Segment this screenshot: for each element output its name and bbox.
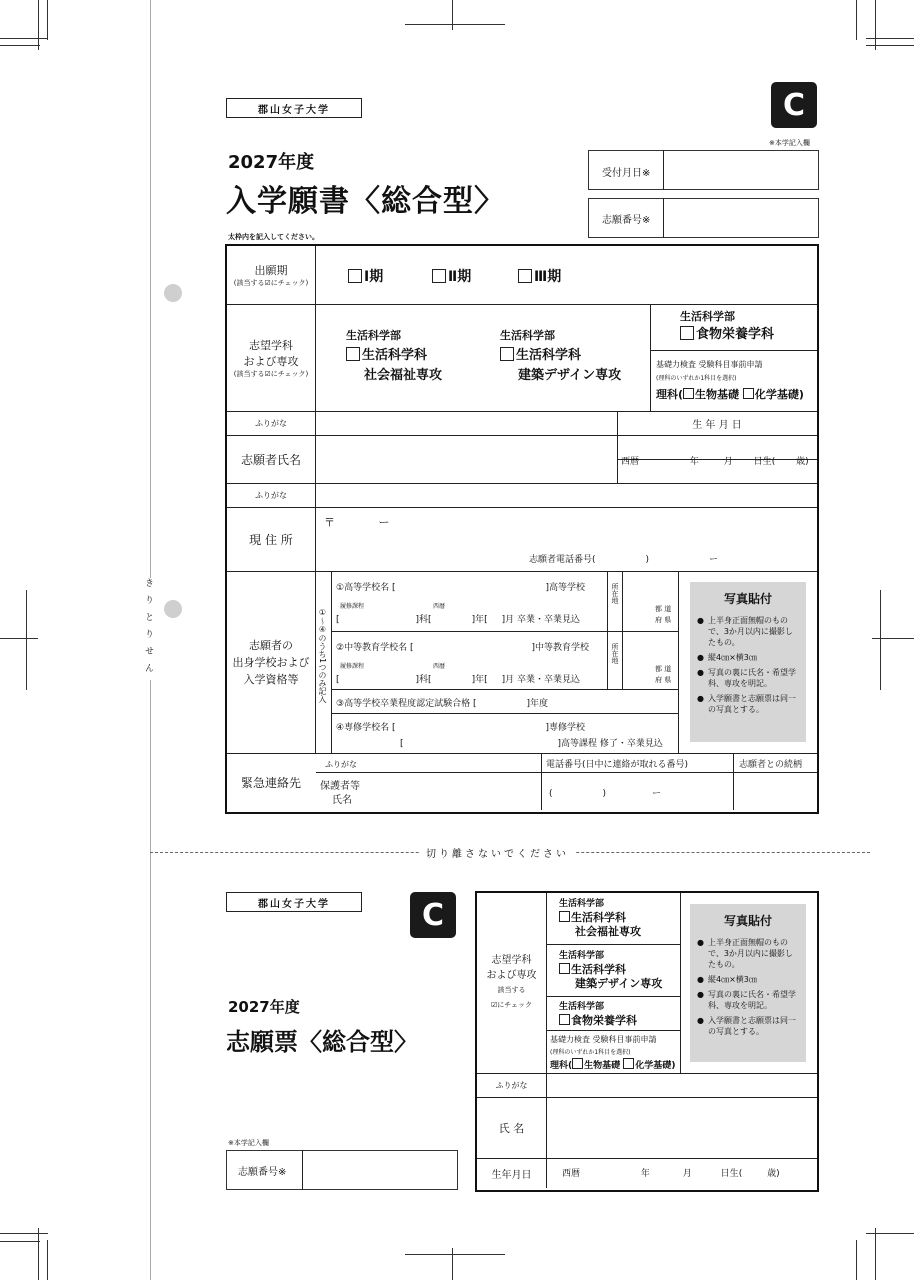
grad-status: 卒業・卒業見込 — [517, 615, 581, 625]
address-furigana-label: ふりがな — [255, 491, 287, 500]
crop-mark — [872, 638, 914, 639]
applicant-phone-field[interactable]: 志願者電話番号( ) ー — [529, 555, 719, 565]
voucher-category-badge: C — [410, 892, 456, 938]
postal-icon: 〒 — [324, 516, 335, 529]
relation-field[interactable] — [735, 774, 815, 808]
crop-mark — [866, 38, 914, 39]
receipt-date-field[interactable] — [665, 152, 815, 186]
applicant-name-field[interactable] — [317, 437, 615, 482]
photo-note: ● 縦4㎝×横3㎝ — [708, 974, 800, 985]
crop-mark — [856, 0, 857, 40]
photo-note: ● 入学願書と志願票は同一の写真とする。 — [708, 1015, 800, 1037]
voucher-name-label: 氏 名 — [498, 1122, 525, 1135]
basic-test-label: 基礎力検査 受験科目事前申請 — [656, 360, 763, 369]
science-label: 理科 — [656, 388, 678, 401]
crop-mark — [405, 1254, 505, 1255]
app-number-label: 志願番号※ — [602, 215, 651, 226]
crop-mark — [0, 38, 48, 39]
voucher-dept-option-2[interactable]: 生活科学部 生活科学科 建築デザイン専攻 — [559, 951, 663, 990]
period-option-1[interactable]: Ⅰ期 — [348, 266, 383, 286]
guardian-label: 保護者等 氏名 — [320, 781, 360, 806]
photo-note: ● 上半身正面無帽のもので、3か月以内に撮影したもの。 — [708, 937, 800, 970]
university-name: 郡山女子大学 — [226, 98, 362, 118]
voucher-photo-area[interactable] — [690, 904, 806, 1062]
day-label: 日生 — [753, 457, 772, 467]
hs-seireki-label: 西暦 — [433, 603, 446, 610]
hs-location-label: 所在地 — [611, 583, 619, 604]
crop-mark — [47, 0, 48, 40]
photo-note: ● 入学願書と志願票は同一の写真とする。 — [708, 693, 800, 715]
emergency-phone-label: 電話番号(日中に連絡が取れる番号) — [546, 760, 689, 770]
faculty-name: 生活科学部 — [346, 329, 401, 342]
voucher-dept-label: 志望学科 — [491, 955, 532, 966]
school-label-cell — [227, 572, 315, 753]
checkbox-icon[interactable] — [683, 388, 694, 399]
faculty-name: 生活科学部 — [500, 329, 555, 342]
hs-name-label: ①高等学校名 — [336, 583, 390, 593]
ms-location-label: 所在地 — [611, 643, 619, 664]
voucher-science-selection: 理科( 生物基礎 化学基礎) — [550, 1058, 675, 1071]
photo-area[interactable] — [690, 582, 806, 742]
voucher-furigana-field[interactable] — [548, 1075, 813, 1096]
period-label-cell — [227, 246, 315, 304]
ms-pref-label: 都 道 府 県 — [655, 665, 672, 684]
address-field[interactable] — [317, 530, 815, 550]
department-option-3[interactable] — [680, 308, 774, 344]
checkbox-icon — [680, 326, 694, 340]
crop-mark — [38, 0, 39, 50]
sp-name-label: ④専修学校名 — [336, 723, 390, 733]
department-label: 志望学科 — [249, 339, 293, 352]
checkbox-icon — [559, 963, 570, 974]
crop-mark — [405, 24, 505, 25]
crop-mark — [866, 45, 914, 46]
applicant-phone-label: 志願者電話番号 — [529, 555, 593, 565]
science-option: 化学基礎 — [754, 388, 799, 401]
department-option-1[interactable] — [346, 326, 442, 386]
checkbox-icon[interactable] — [623, 1058, 634, 1069]
month-label: 月 — [723, 457, 733, 467]
vocational-course-row[interactable]: [ ]高等課程 修了・卒業見込 — [400, 739, 663, 749]
voucher-dept-label-2: および専攻 — [486, 970, 537, 981]
science-option: 生物基礎 — [695, 388, 740, 401]
voucher-app-number-field[interactable] — [304, 1152, 454, 1186]
sp-grad: 修了・卒業見込 — [599, 739, 663, 749]
crop-mark — [0, 1233, 48, 1234]
voucher-name-field[interactable] — [548, 1099, 813, 1157]
age-label: 歳 — [796, 457, 806, 467]
punch-hole — [164, 600, 182, 618]
voucher-office-note: ※本学記入欄 — [228, 1139, 269, 1147]
cut-line-side-label: きりとりせん — [143, 578, 153, 680]
photo-note: ● 上半身正面無帽のもので、3か月以内に撮影したもの。 — [708, 615, 800, 648]
exam-label: ③高等学校卒業程度認定試験合格 — [336, 699, 471, 709]
punch-hole — [164, 284, 182, 302]
hs-course-label: 履修課程 — [340, 603, 365, 610]
major-name: 建築デザイン専攻 — [518, 368, 622, 383]
checkbox-icon[interactable] — [743, 388, 754, 399]
voucher-basic-test-note: (理科のいずれか1科目を選択) — [550, 1049, 631, 1056]
postal-code-field[interactable] — [324, 514, 390, 530]
period-option-3[interactable]: Ⅲ期 — [518, 266, 561, 286]
birth-date-field[interactable]: 西暦 年 月 日生( 歳) — [621, 457, 809, 467]
school-label-3: 入学資格等 — [243, 673, 299, 686]
crop-mark — [880, 590, 881, 690]
hs-course-row[interactable]: [ ]科[ ]年[ ]月 卒業・卒業見込 — [336, 615, 581, 625]
sp-course: 高等課程 — [561, 739, 598, 749]
voucher-year: 2027年度 — [228, 998, 300, 1016]
faculty-name: 生活科学部 — [680, 310, 735, 323]
ms-seireki-label: 西暦 — [433, 663, 446, 670]
ms-course-label: 履修課程 — [340, 663, 365, 670]
era-label: 西暦 — [621, 457, 640, 467]
birth-label: 生 年 月 日 — [692, 420, 742, 431]
relation-label: 志願者との続柄 — [739, 760, 803, 770]
period-option-2[interactable]: Ⅱ期 — [432, 266, 471, 286]
voucher-dept-note-2: ☑にチェック — [490, 1001, 533, 1009]
voucher-dept-note: 該当する — [497, 986, 526, 994]
form-year: 2027年度 — [228, 152, 315, 173]
major-name: 社会福祉専攻 — [364, 368, 443, 383]
postal-dash: ー — [378, 516, 390, 529]
voucher-app-number-label: 志願番号※ — [238, 1167, 287, 1178]
checkbox-icon — [348, 269, 362, 283]
crop-mark — [0, 45, 40, 46]
emergency-label: 緊急連絡先 — [240, 775, 301, 790]
applicant-name-label: 志願者氏名 — [240, 453, 301, 467]
checkbox-icon — [559, 1014, 570, 1025]
department-note: (該当する☑にチェック) — [233, 370, 309, 378]
dept-name: 生活科学科 — [516, 348, 582, 363]
checkbox-icon — [500, 347, 514, 361]
hs-pref-label: 都 道 府 県 — [655, 605, 672, 624]
furigana-label: ふりがな — [255, 419, 287, 428]
period-note: (該当する☑にチェック) — [233, 279, 309, 287]
ms-course-row[interactable]: [ ]科[ ]年[ ]月 卒業・卒業見込 — [336, 675, 581, 685]
checkbox-icon — [518, 269, 532, 283]
exam-suffix: 年度 — [529, 699, 548, 709]
crop-mark — [875, 1228, 876, 1280]
department-option-2[interactable] — [500, 326, 621, 386]
checkbox-icon — [559, 911, 570, 922]
address-furigana-field[interactable] — [317, 485, 815, 506]
year-label: 年 — [689, 457, 699, 467]
ms-suffix: 中等教育学校 — [534, 643, 589, 653]
dept-name: 食物栄養学科 — [696, 327, 775, 342]
crop-mark — [452, 1248, 453, 1280]
department-label-cell — [227, 305, 315, 411]
emergency-furigana-label: ふりがな — [325, 760, 357, 769]
crop-mark — [0, 1241, 40, 1242]
app-number-field[interactable] — [665, 200, 815, 234]
emergency-phone-field[interactable]: ( ) ー — [549, 789, 662, 799]
fill-note: 太枠内を記入してください。 — [228, 233, 319, 241]
phone-dash: ー — [709, 555, 719, 565]
furigana-field[interactable] — [317, 413, 615, 434]
high-school-row[interactable]: ①高等学校名 [ ]高等学校 — [336, 583, 585, 593]
checkbox-icon — [432, 269, 446, 283]
receipt-date-label: 受付月日※ — [602, 168, 651, 179]
cut-line-label: 切り離さないでください — [420, 845, 575, 860]
grad-status: 卒業・卒業見込 — [517, 675, 581, 685]
checkbox-icon — [346, 347, 360, 361]
crop-mark — [452, 0, 453, 30]
ms-name-label: ②中等教育学校名 — [336, 643, 408, 653]
hs-suffix: 高等学校 — [548, 583, 585, 593]
photo-title: 写真貼付 — [723, 592, 772, 606]
voucher-birth-label: 生年月日 — [491, 1170, 532, 1181]
photo-title: 写真貼付 — [723, 914, 772, 928]
photo-note: ● 写真の裏に氏名・希望学科、専攻を明記。 — [708, 667, 800, 689]
photo-note: ● 縦4㎝×横3㎝ — [708, 652, 800, 663]
office-use-note: ※本学記入欄 — [769, 139, 810, 147]
checkbox-icon[interactable] — [572, 1058, 583, 1069]
voucher-furigana-label: ふりがな — [495, 1081, 528, 1090]
period-label: 出願期 — [254, 264, 288, 277]
category-badge: C — [771, 82, 817, 128]
crop-mark — [26, 590, 27, 690]
school-label: 志願者の — [249, 639, 293, 652]
school-section-instruction: ①〜④のうち1つのみ記入 — [318, 608, 327, 704]
address-label: 現 住 所 — [249, 533, 293, 547]
voucher-dept-label-cell — [477, 893, 546, 1073]
voucher-title: 志願票〈総合型〉 — [226, 1028, 418, 1056]
crop-mark — [856, 1240, 857, 1280]
guardian-name-field[interactable] — [370, 774, 538, 808]
crop-mark — [866, 1233, 914, 1234]
exam-row[interactable]: ③高等学校卒業程度認定試験合格 [ ]年度 — [336, 699, 548, 709]
crop-mark — [47, 1240, 48, 1280]
voucher-basic-test-label: 基礎力検査 受験科目事前申請 — [550, 1035, 657, 1044]
middle-school-row[interactable]: ②中等教育学校名 [ ]中等教育学校 — [336, 643, 589, 653]
photo-note: ● 写真の裏に氏名・希望学科、専攻を明記。 — [708, 989, 800, 1011]
sp-suffix: 専修学校 — [548, 723, 585, 733]
crop-mark — [38, 1228, 39, 1280]
voucher-dept-option-3[interactable]: 生活科学部 食物栄養学科 — [559, 1002, 637, 1027]
voucher-birth-field[interactable]: 西暦 年 月 日生( 歳) — [562, 1169, 780, 1179]
crop-mark — [875, 0, 876, 50]
science-selection: 理科( 生物基礎 化学基礎) — [656, 388, 804, 401]
school-label-2: 出身学校および — [232, 656, 310, 669]
voucher-university-name: 郡山女子大学 — [226, 892, 362, 912]
basic-test-note: (理科のいずれか1科目を選択) — [656, 375, 737, 382]
crop-mark — [0, 638, 38, 639]
voucher-dept-option-1[interactable]: 生活科学部 生活科学科 社会福祉専攻 — [559, 899, 641, 938]
dept-name: 生活科学科 — [362, 348, 428, 363]
form-title: 入学願書〈総合型〉 — [226, 184, 505, 219]
department-label-2: および専攻 — [243, 355, 299, 368]
vocational-school-row[interactable]: ④専修学校名 [ ]専修学校 — [336, 723, 585, 733]
